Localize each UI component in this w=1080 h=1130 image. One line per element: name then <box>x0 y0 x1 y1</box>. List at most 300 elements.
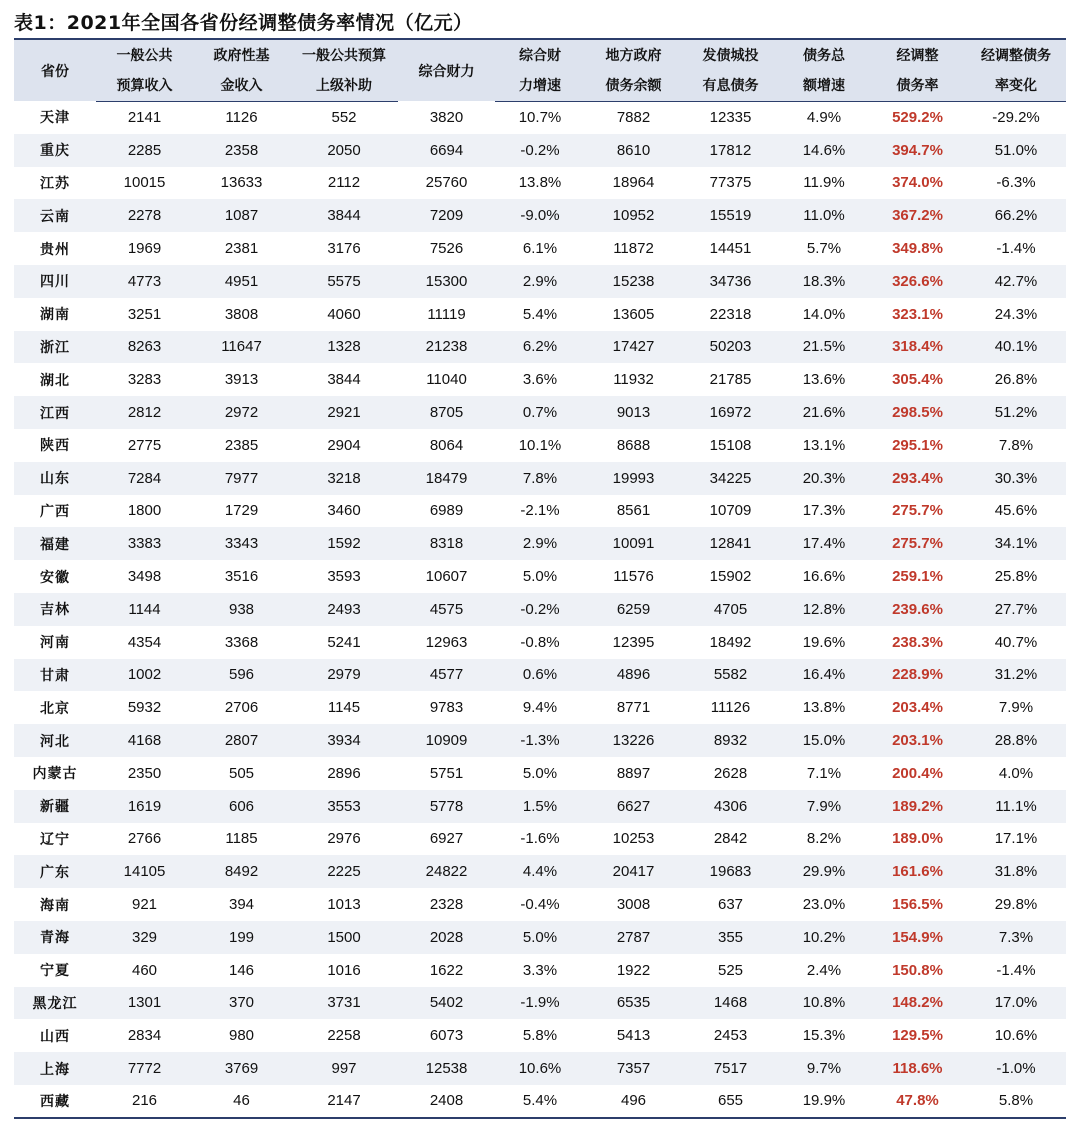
table-cell: 4.9% <box>806 109 842 127</box>
debt-ratio-table-container <box>14 38 1066 1119</box>
table-cell: 11872 <box>613 240 654 258</box>
table-row <box>14 921 1066 954</box>
table-cell: 3.3% <box>522 961 558 979</box>
province-cell: 吉林 <box>14 593 96 626</box>
table-cell: 7357 <box>585 1052 682 1085</box>
table-cell: 3343 <box>193 527 290 560</box>
table-cell: 5.8% <box>966 1085 1066 1118</box>
table-cell: 8610 <box>585 134 682 167</box>
adjusted-debt-ratio-cell: 148.2% <box>869 987 966 1020</box>
table-cell: 10.7% <box>518 109 562 127</box>
table-cell: 14451 <box>709 240 752 258</box>
province-cell: 西藏 <box>14 1085 96 1118</box>
table-row <box>14 691 1066 724</box>
table-cell: 10.2% <box>779 921 869 954</box>
table-cell: 10.6% <box>994 1027 1038 1045</box>
table-cell: 51.0% <box>966 134 1066 167</box>
province-cell: 天津 <box>40 110 70 127</box>
table-cell: 21785 <box>709 371 752 389</box>
table-cell: 8688 <box>616 436 651 454</box>
table-cell: 6.1% <box>522 240 558 258</box>
table-cell: 9.4% <box>522 699 558 717</box>
table-cell: 8771 <box>616 699 651 717</box>
table-cell: 11932 <box>613 371 654 389</box>
table-row <box>14 167 1066 200</box>
table-cell: 997 <box>290 1052 398 1085</box>
table-cell: 4168 <box>96 724 193 757</box>
province-cell: 江苏 <box>40 175 70 192</box>
province-cell: 江西 <box>14 396 96 429</box>
adjusted-debt-ratio-cell: 161.6% <box>869 855 966 888</box>
adjusted-debt-ratio-cell: 298.5% <box>869 396 966 429</box>
table-cell: 2112 <box>327 174 361 192</box>
table-cell: 2028 <box>398 921 495 954</box>
table-row <box>14 1052 1066 1085</box>
table-title: 表1：2021年全国各省份经调整债务率情况（亿元） <box>14 12 473 34</box>
table-cell: 6989 <box>429 502 464 520</box>
table-cell: 23.0% <box>802 896 846 914</box>
table-cell: 5778 <box>398 790 495 823</box>
adjusted-debt-ratio-cell: 129.5% <box>892 1027 943 1045</box>
table-cell: 19.9% <box>779 1085 869 1118</box>
table-cell: 26.8% <box>994 371 1038 389</box>
table-cell: 3844 <box>327 371 361 389</box>
table-cell: 21.6% <box>779 396 869 429</box>
table-cell: 3460 <box>327 502 361 520</box>
province-cell: 黑龙江 <box>14 987 96 1020</box>
table-cell: 5.4% <box>522 305 558 323</box>
table-cell: 18964 <box>612 174 655 192</box>
table-cell: 1922 <box>616 961 651 979</box>
table-cell: 29.9% <box>779 855 869 888</box>
table-cell: -1.4% <box>996 240 1036 258</box>
column-header-line2: 债务率 <box>869 70 966 101</box>
adjusted-debt-ratio-cell: 529.2% <box>892 109 943 127</box>
table-cell: 12963 <box>425 633 468 651</box>
table-cell: 22318 <box>709 305 752 323</box>
table-cell: 2904 <box>327 436 361 454</box>
adjusted-debt-ratio-cell: 238.3% <box>892 633 943 651</box>
table-cell: 2766 <box>127 830 162 848</box>
table-row <box>14 823 1066 856</box>
table-cell: 18479 <box>398 462 495 495</box>
table-cell: 2972 <box>193 396 290 429</box>
table-body <box>14 101 1066 1118</box>
table-row <box>14 298 1066 331</box>
table-cell: 2812 <box>96 396 193 429</box>
table-cell: 16.4% <box>779 659 869 692</box>
table-cell: 19.6% <box>802 633 846 651</box>
table-cell: 2.9% <box>495 265 585 298</box>
table-cell: 4705 <box>682 593 779 626</box>
column-header: 省份 <box>14 39 96 101</box>
table-cell: 17.3% <box>802 502 846 520</box>
table-cell: 2278 <box>96 199 193 232</box>
table-cell: 6259 <box>585 593 682 626</box>
table-cell: 7.9% <box>998 699 1034 717</box>
table-cell: 15300 <box>398 265 495 298</box>
adjusted-debt-ratio-cell: 47.8% <box>869 1085 966 1118</box>
table-cell: 505 <box>228 764 255 782</box>
table-cell: 11.0% <box>779 199 869 232</box>
table-cell: 17.1% <box>994 830 1038 848</box>
table-cell: 3498 <box>127 568 162 586</box>
table-cell: 1592 <box>290 527 398 560</box>
column-header-line1: 债务总 <box>779 39 869 70</box>
table-cell: 980 <box>228 1027 255 1045</box>
province-cell: 河北 <box>14 724 96 757</box>
table-row <box>14 199 1066 232</box>
table-cell: 20417 <box>585 855 682 888</box>
column-header-line1: 经调整 <box>869 39 966 70</box>
table-cell: 3368 <box>224 633 259 651</box>
table-cell: 1729 <box>224 502 259 520</box>
table-cell: 1087 <box>193 199 290 232</box>
table-cell: 24.3% <box>994 305 1038 323</box>
table-cell: 394 <box>228 896 255 914</box>
table-row <box>14 987 1066 1020</box>
province-cell: 浙江 <box>14 331 96 364</box>
province-cell: 山东 <box>14 462 96 495</box>
table-cell: 370 <box>193 987 290 1020</box>
table-cell: -9.0% <box>495 199 585 232</box>
province-cell: 广西 <box>40 503 70 520</box>
table-cell: 5932 <box>127 699 162 717</box>
table-cell: 10709 <box>709 502 752 520</box>
table-cell: 13.1% <box>802 436 846 454</box>
adjusted-debt-ratio-cell: 374.0% <box>892 174 943 192</box>
table-cell: 12395 <box>612 633 655 651</box>
adjusted-debt-ratio-cell: 367.2% <box>869 199 966 232</box>
table-cell: 1.5% <box>495 790 585 823</box>
table-cell: 11.9% <box>803 174 845 192</box>
table-cell: 10.1% <box>518 436 562 454</box>
table-row <box>14 790 1066 823</box>
table-cell: 7.1% <box>806 764 842 782</box>
table-cell: 16.6% <box>802 568 846 586</box>
table-row <box>14 659 1066 692</box>
table-cell: 10253 <box>612 830 655 848</box>
table-cell: 4951 <box>193 265 290 298</box>
table-cell: 13605 <box>612 305 655 323</box>
province-cell: 内蒙古 <box>32 766 78 783</box>
table-cell: 15519 <box>682 199 779 232</box>
table-cell: 8.2% <box>806 830 842 848</box>
table-cell: 525 <box>717 961 744 979</box>
table-cell: 2350 <box>127 764 162 782</box>
column-header-line1: 一般公共预算 <box>290 39 398 70</box>
table-cell: -1.9% <box>495 987 585 1020</box>
adjusted-debt-ratio-cell: 275.7% <box>869 527 966 560</box>
table-cell: 40.7% <box>994 633 1038 651</box>
table-cell: 1328 <box>290 331 398 364</box>
table-cell: 6535 <box>585 987 682 1020</box>
province-cell: 云南 <box>14 199 96 232</box>
province-cell: 新疆 <box>14 790 96 823</box>
adjusted-debt-ratio-cell: 293.4% <box>869 462 966 495</box>
column-header-line2: 率变化 <box>966 70 1066 101</box>
table-cell: 2258 <box>327 1027 361 1045</box>
table-cell: 25760 <box>425 174 468 192</box>
table-cell: 6694 <box>398 134 495 167</box>
table-cell: 19683 <box>682 855 779 888</box>
table-cell: 10909 <box>398 724 495 757</box>
table-cell: 606 <box>193 790 290 823</box>
table-cell: 7772 <box>96 1052 193 1085</box>
table-cell: 7.3% <box>966 921 1066 954</box>
table-cell: 2834 <box>127 1027 162 1045</box>
table-cell: 14.0% <box>802 305 846 323</box>
adjusted-debt-ratio-cell: 305.4% <box>892 371 943 389</box>
table-cell: 938 <box>193 593 290 626</box>
table-cell: 10015 <box>123 174 166 192</box>
table-cell: 15902 <box>709 568 752 586</box>
table-cell: 3934 <box>290 724 398 757</box>
table-cell: 9783 <box>429 699 464 717</box>
table-cell: 13.8% <box>518 174 562 192</box>
table-cell: 1468 <box>682 987 779 1020</box>
table-cell: 5.0% <box>495 921 585 954</box>
table-cell: 0.7% <box>495 396 585 429</box>
table-cell: 30.3% <box>966 462 1066 495</box>
table-cell: 5402 <box>398 987 495 1020</box>
table-cell: 2.9% <box>495 527 585 560</box>
table-row <box>14 888 1066 921</box>
table-cell: 355 <box>682 921 779 954</box>
table-cell: 2358 <box>193 134 290 167</box>
table-cell: 1013 <box>327 896 361 914</box>
table-cell: -1.4% <box>996 961 1036 979</box>
table-cell: -1.3% <box>495 724 585 757</box>
table-cell: 146 <box>228 961 255 979</box>
header-row-2 <box>14 70 1066 101</box>
table-cell: 2775 <box>127 436 162 454</box>
table-cell: 46 <box>193 1085 290 1118</box>
table-cell: 8561 <box>616 502 651 520</box>
table-cell: 2976 <box>327 830 361 848</box>
province-cell: 辽宁 <box>40 831 70 848</box>
table-row <box>14 527 1066 560</box>
table-row <box>14 855 1066 888</box>
table-cell: 1500 <box>290 921 398 954</box>
table-cell: 3176 <box>327 240 361 258</box>
column-header-line1: 经调整债务 <box>966 39 1066 70</box>
table-cell: 552 <box>331 109 357 127</box>
table-row <box>14 331 1066 364</box>
table-cell: 2285 <box>96 134 193 167</box>
table-cell: 21238 <box>398 331 495 364</box>
table-cell: 13.8% <box>802 699 846 717</box>
footer-divider <box>14 1122 1066 1130</box>
table-cell: 5751 <box>429 764 464 782</box>
table-cell: 12538 <box>398 1052 495 1085</box>
table-cell: 2807 <box>193 724 290 757</box>
table-row <box>14 954 1066 987</box>
table-cell: -2.1% <box>520 502 560 520</box>
table-cell: 6073 <box>429 1027 464 1045</box>
table-cell: 17427 <box>585 331 682 364</box>
table-cell: -0.4% <box>520 896 560 914</box>
table-row <box>14 757 1066 790</box>
table-cell: 6927 <box>429 830 464 848</box>
table-cell: 45.6% <box>994 502 1038 520</box>
column-header-line2: 预算收入 <box>96 70 193 101</box>
table-cell: 596 <box>193 659 290 692</box>
table-cell: 17.4% <box>779 527 869 560</box>
adjusted-debt-ratio-cell: 275.7% <box>892 502 943 520</box>
table-cell: 2141 <box>127 109 162 127</box>
table-cell: 1622 <box>429 961 464 979</box>
column-header-line1: 政府性基 <box>193 39 290 70</box>
table-cell: 3731 <box>290 987 398 1020</box>
table-cell: 11647 <box>193 331 290 364</box>
province-cell: 陕西 <box>40 438 70 455</box>
table-cell: 11119 <box>427 305 466 323</box>
table-cell: 16972 <box>682 396 779 429</box>
table-cell: 2050 <box>290 134 398 167</box>
table-cell: 5.4% <box>495 1085 585 1118</box>
table-row <box>14 462 1066 495</box>
column-header-line2: 有息债务 <box>682 70 779 101</box>
table-cell: 637 <box>717 896 744 914</box>
column-header-line2: 债务余额 <box>585 70 682 101</box>
table-cell: 460 <box>131 961 158 979</box>
table-cell: 1144 <box>96 593 193 626</box>
table-cell: 3008 <box>616 896 651 914</box>
table-cell: 13633 <box>220 174 263 192</box>
table-cell: 24822 <box>398 855 495 888</box>
adjusted-debt-ratio-cell: 394.7% <box>869 134 966 167</box>
table-cell: 15238 <box>585 265 682 298</box>
table-header <box>14 39 1066 101</box>
table-cell: 1619 <box>96 790 193 823</box>
table-cell: 1126 <box>225 109 258 127</box>
adjusted-debt-ratio-cell: 228.9% <box>869 659 966 692</box>
table-cell: -29.2% <box>992 109 1040 127</box>
province-cell: 贵州 <box>40 241 70 258</box>
table-cell: 21.5% <box>779 331 869 364</box>
table-cell: 14.6% <box>779 134 869 167</box>
column-header-line1: 综合财 <box>495 39 585 70</box>
table-cell: -0.2% <box>495 134 585 167</box>
table-cell: 11.1% <box>966 790 1066 823</box>
adjusted-debt-ratio-cell: 203.1% <box>869 724 966 757</box>
table-cell: 15108 <box>709 436 752 454</box>
table-cell: 1145 <box>327 699 361 717</box>
table-cell: 7.8% <box>998 436 1034 454</box>
table-cell: 4306 <box>682 790 779 823</box>
table-cell: 19993 <box>585 462 682 495</box>
table-cell: 12.8% <box>779 593 869 626</box>
adjusted-debt-ratio-cell: 203.4% <box>892 699 943 717</box>
adjusted-debt-ratio-cell: 349.8% <box>892 240 943 258</box>
table-row <box>14 560 1066 593</box>
table-row <box>14 232 1066 265</box>
table-cell: 9.7% <box>779 1052 869 1085</box>
adjusted-debt-ratio-cell: 154.9% <box>869 921 966 954</box>
column-header: 综合财力 <box>398 39 495 101</box>
table-cell: 34225 <box>682 462 779 495</box>
table-cell: 5.8% <box>522 1027 558 1045</box>
table-cell: 12335 <box>709 109 752 127</box>
adjusted-debt-ratio-cell: 318.4% <box>869 331 966 364</box>
table-cell: 34736 <box>682 265 779 298</box>
table-cell: 4.0% <box>998 764 1034 782</box>
table-row <box>14 593 1066 626</box>
table-cell: 4575 <box>398 593 495 626</box>
table-row <box>14 363 1066 396</box>
province-cell: 广东 <box>14 855 96 888</box>
table-cell: 3283 <box>127 371 162 389</box>
table-row <box>14 1019 1066 1052</box>
table-cell: 7.9% <box>779 790 869 823</box>
table-cell: 3844 <box>290 199 398 232</box>
table-cell: 2842 <box>713 830 748 848</box>
adjusted-debt-ratio-cell: 239.6% <box>869 593 966 626</box>
table-row <box>14 626 1066 659</box>
province-cell: 山西 <box>40 1028 70 1045</box>
table-cell: 10.8% <box>779 987 869 1020</box>
table-cell: 2147 <box>290 1085 398 1118</box>
table-cell: -0.2% <box>495 593 585 626</box>
province-cell: 湖北 <box>40 372 70 389</box>
table-cell: 14105 <box>96 855 193 888</box>
column-header-line1: 一般公共 <box>96 39 193 70</box>
table-cell: 42.7% <box>966 265 1066 298</box>
table-cell: 8318 <box>398 527 495 560</box>
table-cell: 3808 <box>224 305 259 323</box>
adjusted-debt-ratio-cell: 118.6% <box>869 1052 966 1085</box>
table-cell: 7517 <box>682 1052 779 1085</box>
table-cell: 3913 <box>224 371 259 389</box>
province-cell: 安徽 <box>40 569 70 586</box>
column-header-line2: 力增速 <box>495 70 585 101</box>
adjusted-debt-ratio-cell: 259.1% <box>892 568 943 586</box>
province-cell: 湖南 <box>40 307 70 324</box>
table-cell: 77375 <box>709 174 752 192</box>
adjusted-debt-ratio-cell: 295.1% <box>892 436 943 454</box>
table-cell: 40.1% <box>966 331 1066 364</box>
table-cell: 0.6% <box>495 659 585 692</box>
table-cell: 11040 <box>426 371 467 389</box>
column-header-line2: 额增速 <box>779 70 869 101</box>
table-cell: 655 <box>682 1085 779 1118</box>
table-cell: 4896 <box>585 659 682 692</box>
table-cell: 10091 <box>585 527 682 560</box>
table-cell: 7977 <box>193 462 290 495</box>
table-row <box>14 101 1066 134</box>
table-cell: 5575 <box>290 265 398 298</box>
table-cell: 6.2% <box>495 331 585 364</box>
table-cell: 2979 <box>290 659 398 692</box>
table-cell: 4577 <box>398 659 495 692</box>
table-cell: 12841 <box>682 527 779 560</box>
table-cell: 8064 <box>429 436 464 454</box>
table-cell: 28.8% <box>966 724 1066 757</box>
table-cell: -6.3% <box>996 174 1036 192</box>
table-cell: 2453 <box>713 1027 748 1045</box>
table-cell: 1016 <box>327 961 361 979</box>
table-cell: 11576 <box>613 568 654 586</box>
table-cell: 2896 <box>327 764 361 782</box>
table-cell: 10952 <box>585 199 682 232</box>
table-row <box>14 1085 1066 1118</box>
table-cell: 8897 <box>616 764 651 782</box>
table-cell: 15.0% <box>779 724 869 757</box>
province-cell: 上海 <box>14 1052 96 1085</box>
adjusted-debt-ratio-cell: 150.8% <box>892 961 943 979</box>
table-cell: 1969 <box>127 240 162 258</box>
